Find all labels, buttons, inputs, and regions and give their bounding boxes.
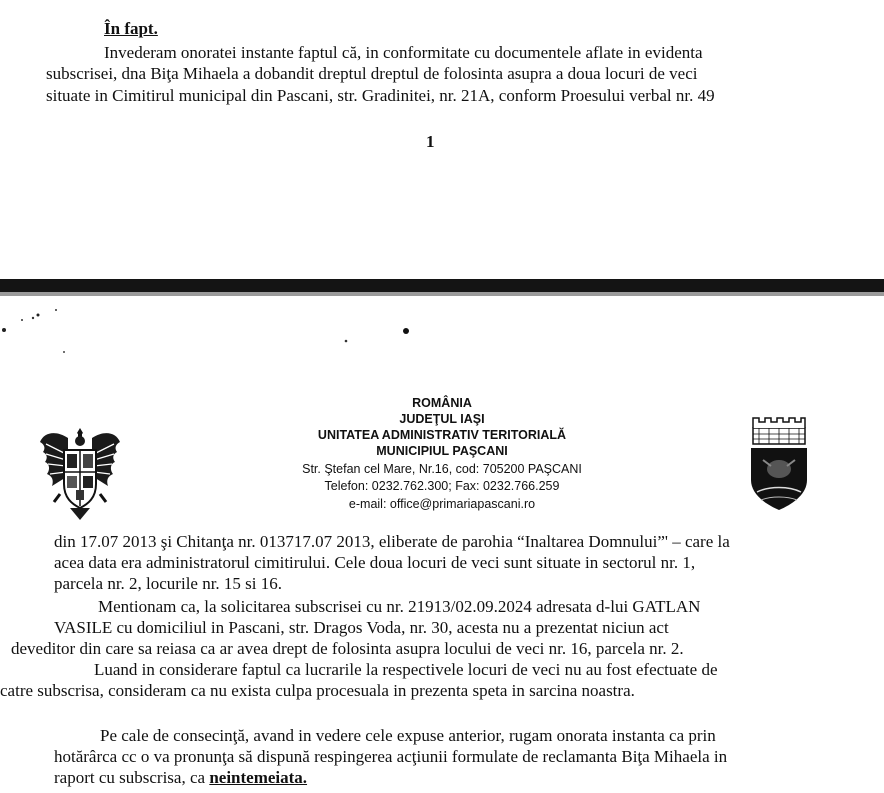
paragraph-line: catre subscrisa, consideram ca nu exista culpa procesuala in prezenta speta in sarcina noastra.: [0, 681, 635, 700]
paragraph-line: acea data era administratorul cimitirului. Cele doua locuri de veci sunt situate in sectorul nr. 1,: [54, 553, 696, 572]
page-separator: [0, 279, 884, 292]
page-number: 1: [426, 132, 435, 151]
pascani-coat-of-arms-icon: [747, 414, 811, 512]
paragraph-line: [54, 768, 307, 788]
paragraph-line: Luand in considerare faptul ca lucrarile la respectivele locuri de veci nu au fost efectuate de: [94, 660, 718, 679]
letterhead-phone: Telefon: 0232.762.300; Fax: 0232.766.259: [324, 479, 560, 493]
paragraph-line: Invederam onoratei instante faptul că, in conformitate cu documentele aflate in evidenta: [104, 43, 703, 62]
paragraph-line: din 17.07 2013 şi Chitanţa nr. 013717.07 2013, eliberate de parohia “Inaltarea Domnului”' – care la: [54, 532, 730, 551]
paragraph-line: parcela nr. 2, locurile nr. 15 si 16.: [54, 574, 283, 593]
conclusion-text: raport cu subscrisa, ca: [54, 768, 210, 787]
paragraph-line: situate in Cimitirul municipal din Pascani, str. Gradinitei, nr. 21A, conform Proesului verbal nr. 49: [46, 86, 715, 105]
paragraph-line: Pe cale de consecinţă, avand in vedere cele expuse anterior, rugam onorata instanta ca prin: [100, 726, 716, 745]
paragraph-line: hotărârca cc o va pronunţa să dispună respingerea acţiunii formulate de reclamanta Biţa Mihaela in: [54, 747, 728, 766]
section-heading: În fapt.: [104, 19, 158, 38]
paragraph-line: Mentionam ca, la solicitarea subscrisei cu nr. 21913/02.09.2024 adresata d-lui GATLAN: [98, 597, 701, 616]
letterhead-municipality: MUNICIPIUL PAŞCANI: [376, 444, 508, 458]
conclusion-emphasis: neintemeiata.: [209, 768, 308, 787]
paragraph-line: subscrisei, dna Biţa Mihaela a dobandit dreptul dreptul de folosinta asupra a doua locuri de veci: [46, 64, 698, 83]
letterhead-country: ROMÂNIA: [412, 396, 472, 410]
letterhead-email: e-mail: office@primariapascani.ro: [348, 497, 536, 511]
letterhead-county: JUDEŢUL IAŞI: [399, 412, 485, 426]
scan-specks: [0, 296, 884, 366]
letterhead-unit: UNITATEA ADMINISTRATIV TERITORIALĂ: [317, 428, 567, 442]
paragraph-line: deveditor din care sa reiasa ca ar avea drept de folosinta asupra locului de veci nr. 16, parcela nr. 2.: [11, 639, 684, 658]
letterhead-address: Str. Ştefan cel Mare, Nr.16, cod: 705200 PAŞCANI: [302, 462, 582, 476]
paragraph-line: VASILE cu domiciliul in Pascani, str. Dragos Voda, nr. 30, acesta nu a prezentat niciun act: [54, 618, 669, 637]
